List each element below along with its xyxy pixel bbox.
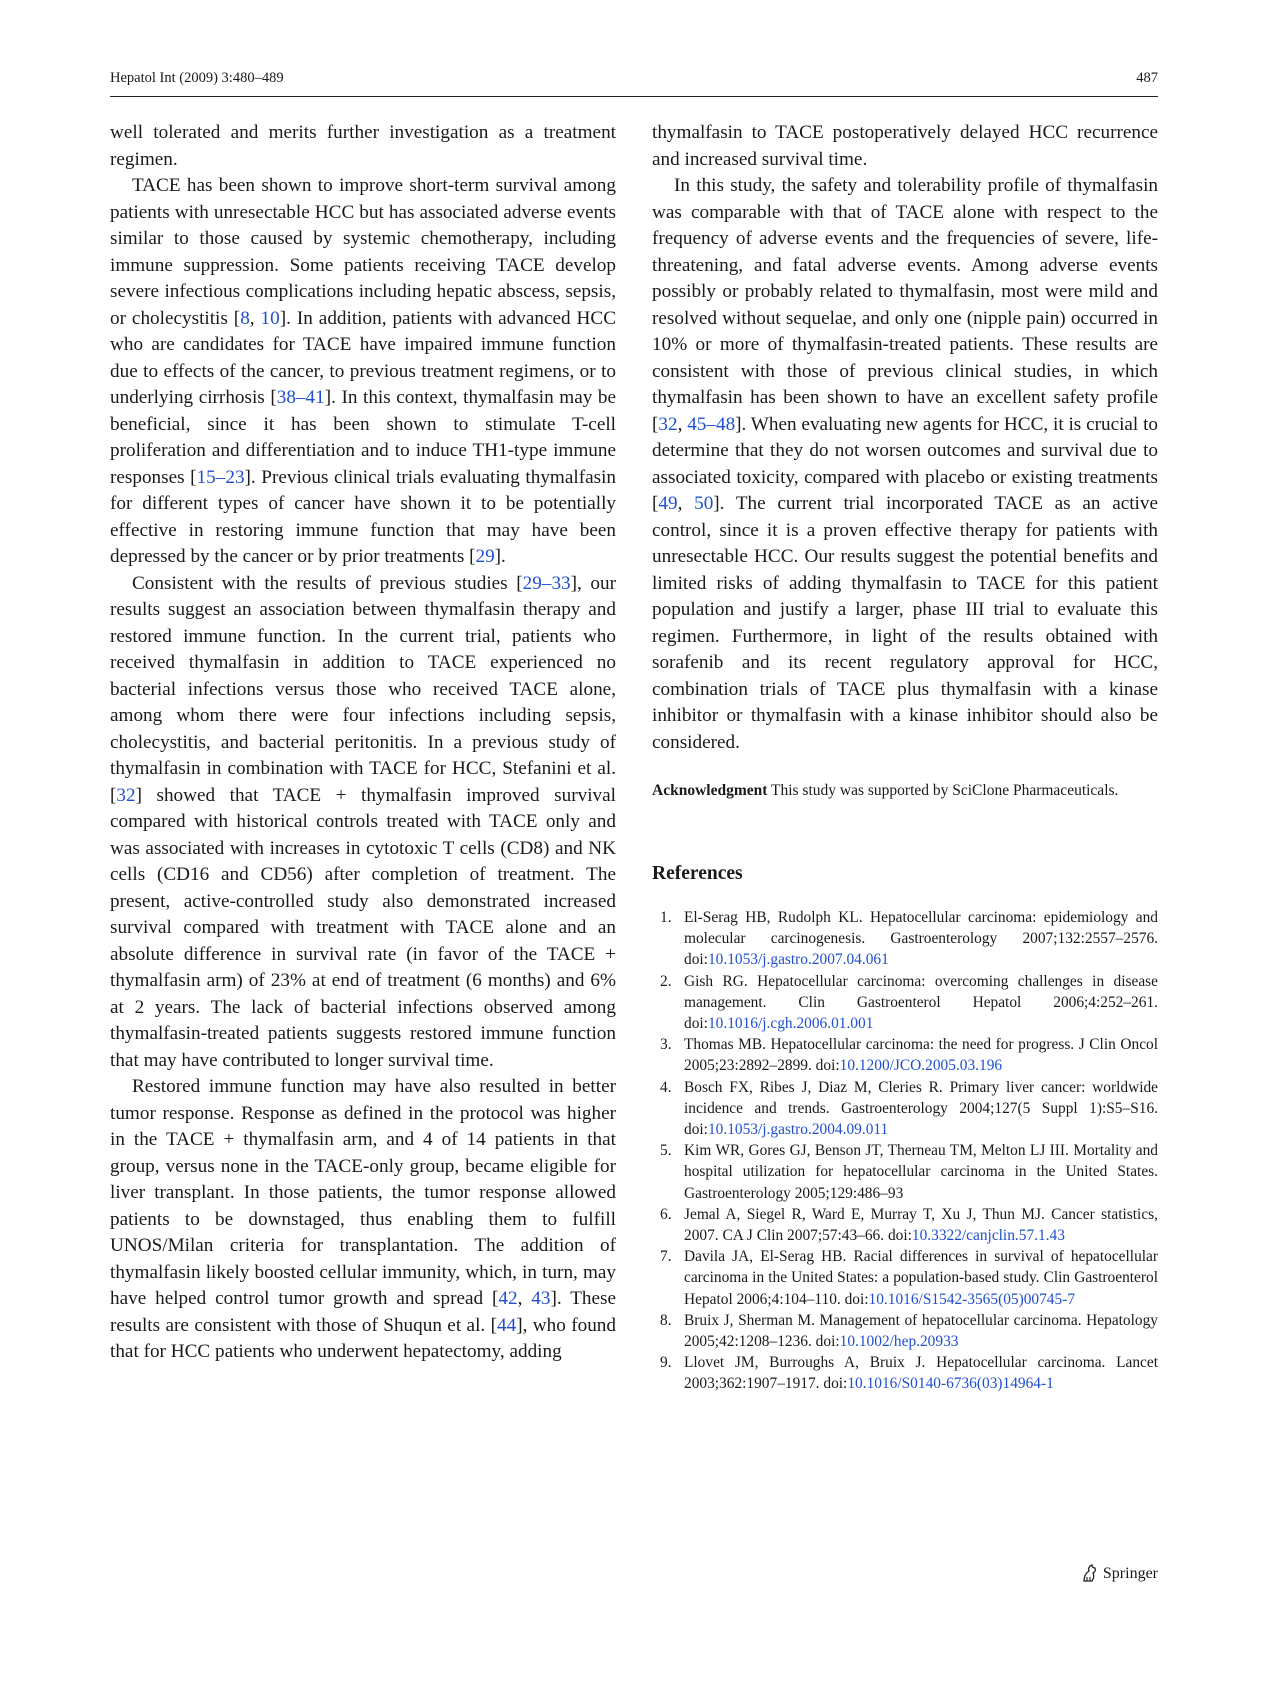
citation-link[interactable]: 29–33 [522, 572, 571, 594]
references-heading: References [652, 863, 743, 884]
paragraph-text: thymalfasin to TACE postoperatively delayed HCC recurrence and increased survival time. [652, 122, 1158, 170]
citation-link[interactable]: 32 [658, 413, 678, 435]
body-paragraph [110, 1074, 616, 1366]
paragraph-text: well tolerated and merits further investigation as a treatment regimen. [110, 122, 616, 170]
doi-link[interactable]: 10.1053/j.gastro.2004.09.011 [707, 1121, 889, 1139]
citation-link[interactable]: 49 [658, 493, 678, 514]
doi-link[interactable]: 10.1200/JCO.2005.03.196 [839, 1057, 1003, 1075]
reference-text: Gish RG. Hepatocellular carcinoma: overcoming challenges in disease management. Clin Gastroenterol Hepatol 2006;4:252–261. doi: [684, 972, 1158, 1033]
left-column [110, 120, 616, 1366]
journal-citation: Hepatol Int (2009) 3:480–489 [110, 70, 284, 86]
reference-number: 9. [660, 1354, 672, 1372]
right-column-body [652, 120, 1158, 756]
paragraph-text: TACE has been shown to improve short-term survival among patients with unresectable HCC but has associated adverse events similar to those caused by systemic chemotherapy, including immune suppression. Some patients receiving TACE develop severe infectious complications including hepatic abscess, sepsis, or cholecystitis [ [110, 175, 616, 329]
reference-number: 7. [660, 1248, 672, 1266]
paragraph-text: In this study, the safety and tolerability profile of thymalfasin was comparable with that of TACE alone with respect to the frequency of adverse events and the frequencies of severe, life-threatening, and fatal adverse events. Among adverse events possibly or probably related to thymalfasin, most were mild and resolved without sequelae, and only one (nipple pain) occurred in 10% or more of thymalfasin-treated patients. These results are consistent with those of previous clinical studies, in which thymalfasin has been shown to have an excellent safety profile [ [652, 175, 1158, 435]
citation-link[interactable]: 32 [116, 784, 136, 806]
body-paragraph [110, 571, 616, 1075]
doi-link[interactable]: 10.1016/j.cgh.2006.01.001 [707, 1015, 874, 1033]
paragraph-text: , [677, 493, 695, 514]
publisher-name: Springer [1102, 1564, 1158, 1582]
page-number: 487 [1136, 70, 1158, 86]
doi-link[interactable]: 10.1053/j.gastro.2007.04.061 [707, 951, 889, 969]
publisher-footer [1081, 1564, 1158, 1583]
reference-number: 3. [660, 1036, 672, 1054]
reference-item [652, 1077, 1158, 1141]
acknowledgment [652, 780, 1158, 801]
citation-link[interactable]: 45–48 [687, 413, 736, 435]
body-paragraph [110, 173, 616, 571]
paragraph-text: ]. In addition, patients with advanced HCC who are candidates for TACE have impaired immune function due to effects of the cancer, to previous treatment regimens, or to underlying cirrhosis [ [110, 307, 616, 408]
reference-number: 2. [660, 972, 672, 990]
reference-text: Davila JA, El-Serag HB. Racial differences in survival of hepatocellular carcinoma in the United States: a population-based study. Clin Gastroenterol Hepatol 2006;4:104–110. doi: [684, 1248, 1158, 1308]
citation-link[interactable]: 29 [475, 546, 495, 567]
reference-item [652, 1204, 1158, 1246]
citation-link[interactable]: 50 [694, 493, 714, 514]
body-paragraph [110, 120, 616, 173]
body-paragraph [652, 173, 1158, 756]
paragraph-text: ], who found that for HCC patients who underwent hepatectomy, adding [110, 1314, 616, 1362]
paragraph-text: Restored immune function may have also resulted in better tumor response. Response as defined in the protocol was higher in the TACE + thymalfasin arm, and 4 of 14 patients in that group, versus none in the TACE-only group, became eligible for liver transplant. In those patients, the tumor response allowed patients to be downstaged, thus enabling them to fulfill UNOS/Milan criteria for transplantation. The addition of thymalfasin likely boosted cellular immunity, which, in turn, may have helped control tumor growth and spread [ [110, 1076, 616, 1309]
reference-number: 4. [660, 1078, 672, 1096]
doi-link[interactable]: 10.1016/S0140-6736(03)14964-1 [847, 1375, 1054, 1393]
reference-text: Kim WR, Gores GJ, Benson JT, Therneau TM, Melton LJ III. Mortality and hospital utilization for hepatocellular carcinoma in the United States. Gastroenterology 2005;129:486–93 [684, 1142, 1158, 1202]
reference-item [652, 1034, 1158, 1076]
reference-item [652, 1352, 1158, 1394]
citation-link[interactable]: 10 [260, 307, 280, 329]
body-paragraph [652, 120, 1158, 173]
reference-text: El-Serag HB, Rudolph KL. Hepatocellular carcinoma: epidemiology and molecular carcinogenesis. Gastroenterology 2007;132:2557–2576. doi: [684, 909, 1158, 969]
paragraph-text: ]. The current trial incorporated TACE as an active control, since it is a proven effective therapy for patients with unresectable HCC. Our results suggest the potential benefits and limited risks of adding thymalfasin to TACE for this patient population and justify a larger, phase III trial to evaluate this regimen. Furthermore, in light of the results obtained with sorafenib and its recent regulatory approval for HCC, combination trials of TACE plus thymalfasin with a kinase inhibitor or thymalfasin with a kinase inhibitor should also be considered. [652, 493, 1158, 753]
paragraph-text: ]. These results are consistent with those of Shuqun et al. [ [110, 1288, 617, 1336]
reference-number: 6. [660, 1205, 672, 1223]
citation-link[interactable]: 42 [498, 1288, 518, 1309]
reference-item [652, 1310, 1158, 1352]
reference-list [652, 907, 1158, 1395]
citation-link[interactable]: 43 [531, 1288, 551, 1309]
reference-number: 8. [660, 1311, 672, 1329]
running-header [110, 70, 1158, 97]
right-column [652, 120, 1158, 1395]
reference-item [652, 971, 1158, 1035]
doi-link[interactable]: 10.3322/canjclin.57.1.43 [911, 1227, 1065, 1245]
citation-link[interactable]: 38–41 [276, 387, 325, 408]
reference-text: Jemal A, Siegel R, Ward E, Murray T, Xu J, Thun MJ. Cancer statistics, 2007. CA J Clin 2007;57:43–66. doi: [684, 1205, 1158, 1245]
paragraph-text: ] showed that TACE + thymalfasin improved survival compared with historical controls treated with TACE only and was associated with increases in cytotoxic T cells (CD8) and NK cells (CD16 and CD56) after completion of treatment. The present, active-controlled study also demonstrated increased survival compared with treatment with TACE alone and an absolute difference in survival rate (in favor of the TACE + thymalfasin arm) of 23% at end of treatment (6 months) and 6% at 2 years. The lack of bacterial infections observed among thymalfasin-treated patients suggests restored immune function that may have contributed to longer survival time. [110, 784, 616, 1071]
reference-text: Bruix J, Sherman M. Management of hepatocellular carcinoma. Hepatology 2005;42:1208–1236. doi: [684, 1311, 1158, 1351]
reference-text: Thomas MB. Hepatocellular carcinoma: the need for progress. J Clin Oncol 2005;23:2892–2899. doi: [684, 1036, 1158, 1075]
paragraph-text: ]. [494, 546, 506, 567]
paragraph-text: , [249, 307, 261, 329]
paragraph-text: ], our results suggest an association between thymalfasin therapy and restored immune function. In the current trial, patients who received thymalfasin in addition to TACE experienced no bacterial infections versus those who received TACE alone, among whom there were four infections including sepsis, cholecystitis, and bacterial peritonitis. In a previous study of thymalfasin in combination with TACE for HCC, Stefanini et al. [ [110, 572, 616, 806]
doi-link[interactable]: 10.1002/hep.20933 [839, 1333, 959, 1351]
reference-text: Bosch FX, Ribes J, Diaz M, Cleries R. Primary liver cancer: worldwide incidence and trends. Gastroenterology 2004;127(5 Suppl 1):S5–S16. doi: [684, 1078, 1158, 1139]
paragraph-text: ]. In this context, thymalfasin may be beneficial, since it has been shown to stimulate T-cell proliferation and differentiation and to induce TH1-type immune responses [ [110, 387, 616, 488]
reference-number: 5. [660, 1142, 672, 1160]
citation-link[interactable]: 15–23 [196, 466, 245, 488]
paragraph-text: , [677, 413, 688, 435]
acknowledgment-text: This study was supported by SciClone Pharmaceuticals. [771, 782, 1119, 799]
paragraph-text: , [517, 1288, 532, 1309]
citation-link[interactable]: 8 [240, 307, 250, 329]
acknowledgment-label: Acknowledgment [652, 782, 768, 799]
reference-item [652, 1246, 1158, 1310]
paragraph-text: ]. Previous clinical trials evaluating thymalfasin for different types of cancer have shown it to be potentially effective in restoring immune function that may have been depressed by the cancer or by prior treatments [ [110, 466, 616, 567]
citation-link[interactable]: 44 [497, 1314, 517, 1336]
reference-number: 1. [660, 909, 672, 926]
paragraph-text: ]. When evaluating new agents for HCC, it is crucial to determine that they do not worsen outcomes and survival due to associated toxicity, compared with placebo or existing treatments [ [652, 413, 1158, 514]
reference-item [652, 1140, 1158, 1204]
doi-link[interactable]: 10.1016/S1542-3565(05)00745-7 [868, 1290, 1076, 1308]
paragraph-text: Consistent with the results of previous studies [ [132, 572, 523, 594]
reference-item [652, 907, 1158, 971]
springer-horse-icon [1081, 1564, 1098, 1583]
reference-text: Llovet JM, Burroughs A, Bruix J. Hepatocellular carcinoma. Lancet 2003;362:1907–1917. doi: [684, 1354, 1158, 1393]
